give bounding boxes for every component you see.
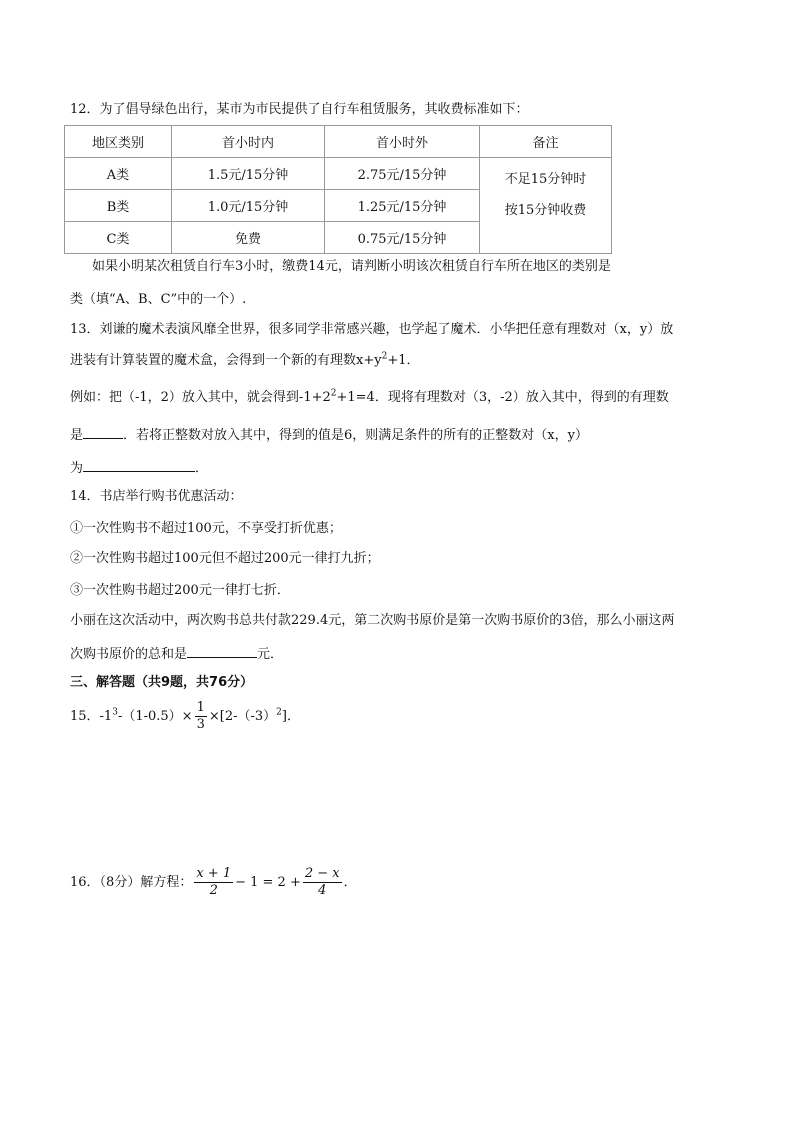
q13-line2-sup: 2 [381, 351, 388, 362]
q14-line2-text: 次购书原价的总和是 [70, 647, 188, 662]
table-cell: 0.75元/15分钟 [325, 222, 480, 254]
fraction [194, 866, 233, 899]
q13-line4 [70, 424, 588, 445]
note-line-1: 不足15分钟时 [504, 172, 587, 187]
table-header-cell: 首小时外 [325, 126, 480, 158]
fraction-denominator: 2 [209, 883, 218, 898]
note-line-2: 按15分钟收费 [504, 203, 587, 218]
fraction-numerator: 2 − x [304, 866, 340, 881]
table-header-cell: 地区类别 [65, 126, 172, 158]
table-note-cell [480, 158, 612, 254]
table-cell: 1.0元/15分钟 [172, 190, 325, 222]
q13-line4-tail: ．若将正整数对放入其中，得到的值是6，则满足条件的所有的正整数对（x，y） [123, 428, 588, 443]
q12-prompt: 12．为了倡导绿色出行，某市为市民提供了自行车租赁服务，其收费标准如下： [70, 102, 529, 117]
q16-equation [70, 866, 357, 899]
table-cell: 免费 [172, 222, 325, 254]
q15-part-b: ×[2-（-3） [208, 709, 277, 724]
fraction [195, 700, 207, 733]
q13-line5 [70, 457, 208, 478]
table-header-row [65, 126, 612, 158]
table-header-cell: 首小时内 [172, 126, 325, 158]
q14-line2 [70, 643, 283, 664]
q13-line3-tail: +1=4．现将有理数对（3，-2）放入其中，得到的有理数 [336, 390, 669, 405]
q13-line5-tail: ． [195, 461, 209, 476]
table-cell: A类 [65, 158, 172, 190]
q15-part-c: ]． [281, 709, 300, 724]
q16-prefix: 16．（8分）解方程： [70, 875, 193, 890]
table-row [65, 158, 612, 190]
q16-suffix: ． [343, 875, 357, 890]
fraction-denominator: 4 [318, 883, 327, 898]
table-header-cell: 备注 [480, 126, 612, 158]
section-title: 三、解答题（共9题，共76分） [70, 675, 254, 690]
answer-blank[interactable] [83, 424, 123, 439]
fraction-numerator: x + 1 [196, 866, 232, 881]
q15-sup: 3 [112, 707, 118, 718]
q15-sup2: 2 [276, 707, 282, 718]
table-cell: 1.25元/15分钟 [325, 190, 480, 222]
q13-line3-sup: 2 [330, 388, 337, 399]
fraction [303, 866, 342, 899]
table-cell: B类 [65, 190, 172, 222]
q13-line2-text: 进装有计算装置的魔术盒，会得到一个新的有理数x+y [70, 353, 382, 368]
q13-line1: 13．刘谦的魔术表演风靡全世界，很多同学非常感兴趣，也学起了魔术．小华把任意有理数对（x，y）放 [70, 322, 674, 337]
fraction-numerator: 1 [196, 700, 205, 715]
q13-line5-text: 为 [70, 461, 84, 476]
fraction-denominator: 3 [196, 717, 205, 732]
q13-line2 [70, 352, 419, 370]
q12-question-line1: 如果小明某次租赁自行车3小时，缴费14元，请判断小明该次租赁自行车所在地区的类别是 [92, 259, 611, 274]
table-cell: C类 [65, 222, 172, 254]
q15-part-a: -（1-0.5）× [117, 709, 193, 724]
table-cell: 1.5元/15分钟 [172, 158, 325, 190]
q16-middle: − 1 = 2 + [235, 875, 301, 890]
q15-expression [70, 700, 300, 733]
answer-blank[interactable] [187, 643, 257, 658]
q13-line2-tail: +1． [387, 353, 420, 368]
q13-line3-text: 例如：把（-1，2）放入其中，就会得到-1+2 [70, 390, 331, 405]
q13-line3 [70, 389, 669, 407]
q14-line2-tail: 元． [257, 647, 284, 662]
fee-table [64, 125, 612, 254]
q14-title: 14．书店举行购书优惠活动： [70, 489, 243, 504]
q14-line1: 小丽在这次活动中，两次购书总共付款229.4元，第二次购书原价是第一次购书原价的3倍，那么小丽这两 [70, 613, 675, 628]
q13-line4-text: 是 [70, 428, 84, 443]
q15-prefix: 15．-1 [70, 709, 113, 724]
answer-blank[interactable] [83, 457, 195, 472]
table-cell: 2.75元/15分钟 [325, 158, 480, 190]
q14-item-2: ②一次性购书超过100元但不超过200元一律打九折； [70, 551, 380, 566]
q14-item-1: ①一次性购书不超过100元，不享受打折优惠； [70, 521, 342, 536]
q12-question-text: 类（填“A、B、C”中的一个）. [70, 292, 247, 307]
q14-item-3: ③一次性购书超过200元一律打七折． [70, 583, 290, 598]
q12-question-line2 [70, 288, 246, 309]
